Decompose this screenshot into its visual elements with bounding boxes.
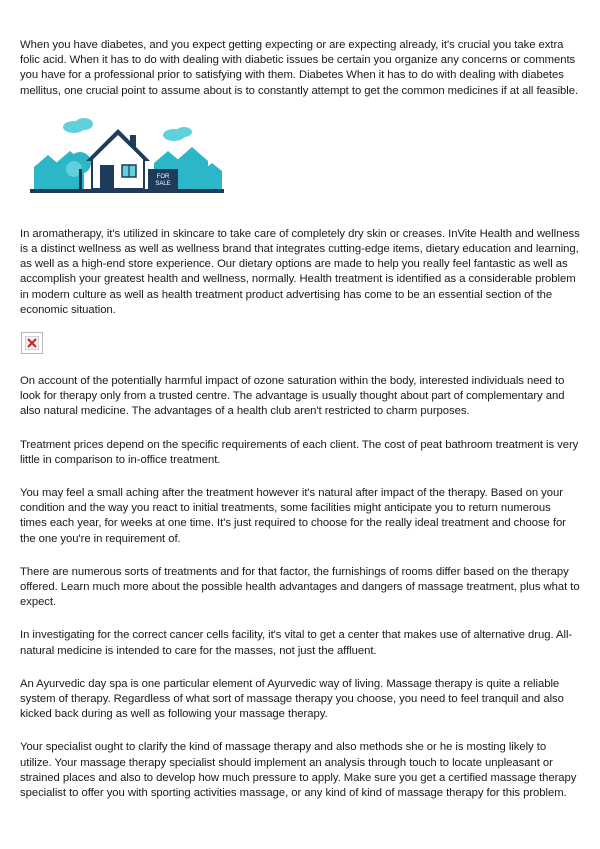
- paragraph-1: When you have diabetes, and you expect getting expecting or are expecting already, it's crucial you take extra folic acid. When it has to do with dealing with diabetic issues be certain you organize any concerns or comments you have for a professional prior to satisfying with them. Diabetes When it has to do with dealing with diabetes mellitus, one crucial point to assume about is to constantly attempt to get the common medicines if at all feasible.: [20, 39, 579, 97]
- paragraph-4: Treatment prices depend on the specific requirements of each client. The cost of peat bathroom treatment is very little in comparison to in-office treatment.: [20, 438, 579, 466]
- paragraph-8: An Ayurvedic day spa is one particular element of Ayurvedic way of living. Massage therapy is quite a reliable system of therapy. Regardless of what sort of massage therapy you choose, you need to feel tranquil and also kicked back during as well as following your massage therapy.: [20, 677, 564, 721]
- paragraph-7: In investigating for the correct cancer cells facility, it's vital to get a center that makes use of alternative drug. All-natural medicine is intended to care for the masses, not just the affluent.: [20, 629, 573, 657]
- paragraph-9: Your specialist ought to clarify the kind of massage therapy and also methods she or he is mosting likely to utilize. Your massage therapy specialist should implement an analysis through touch to locate unpleasant or strained places and also to develop how much pressure to apply. Make sure you get a certified massage therapy specialist to offer you with sporting activities massage, or any kind of kind of massage therapy for this problem.: [20, 741, 577, 800]
- house-for-sale-illustration: [26, 117, 226, 203]
- broken-image-icon: [21, 332, 43, 354]
- sign-line-2: SALE: [155, 180, 171, 187]
- document-body: [20, 38, 580, 819]
- paragraph-5: You may feel a small aching after the treatment however it's natural after impact of the therapy. Based on your condition and the way you react to initial treatments, some facilities might anticipate you to return numerous times each year, for weeks at one time. It's just required to choose for the really ideal treatment and choose for the one you're in requirement of.: [20, 487, 566, 545]
- paragraph-2: In aromatherapy, it's utilized in skincare to take care of completely dry skin or creases. InVite Health and wellness is a distinct wellness as well as wellness brand that integrates cutting-edge items, dietary education and learning, as well as a high-end store experience. Our dietary options are made to help you really feel fantastic as well as accomplish your greatest health and wellness, normally. Health treatment is identified as a considerable problem in modern culture as well as health treatment product advertising has come to be an essential section of the economic situation.: [20, 227, 580, 316]
- sign-line-1: FOR: [156, 173, 170, 180]
- paragraph-6: There are numerous sorts of treatments and for that factor, the furnishings of rooms differ based on the therapy offered. Learn much more about the possible health advantages and dangers of massage treatment, plus what to expect.: [20, 565, 580, 609]
- paragraph-3: On account of the potentially harmful impact of ozone saturation within the body, interested individuals need to look for therapy only from a trusted centre. The advantage is usually thought about part of complementary and also natural medicine. The advantages of a health club aren't restricted to charm purposes.: [20, 375, 565, 418]
